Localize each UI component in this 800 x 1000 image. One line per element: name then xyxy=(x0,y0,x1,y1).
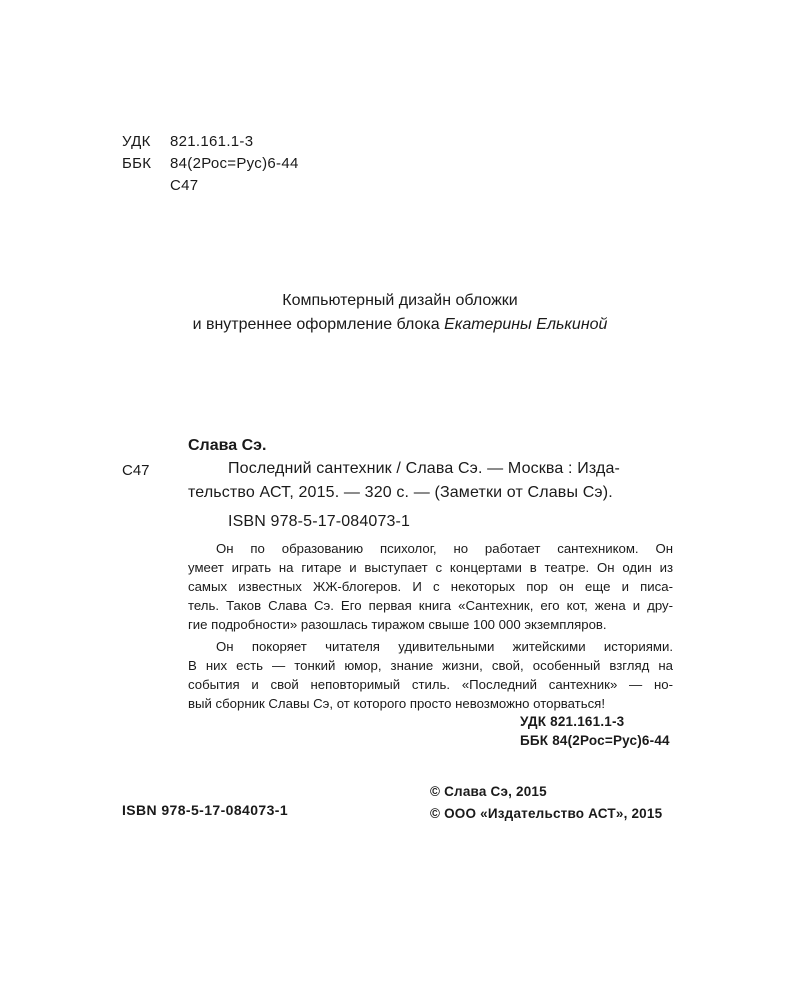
record-isbn: ISBN 978-5-17-084073-1 xyxy=(228,513,411,530)
copyright-publisher: © ООО «Издательство АСТ», 2015 xyxy=(430,806,663,821)
annotation-line: тель. Таков Слава Сэ. Его первая книга «Сантехник, его кот, жена и дру- xyxy=(188,598,673,613)
udk-value: 821.161.1-3 xyxy=(170,133,254,150)
record-code: С47 xyxy=(122,462,150,479)
annotation-line: В них есть — тонкий юмор, знание жизни, свой, особенный взгляд на xyxy=(188,658,673,673)
annotation-line: умеет играть на гитаре и выступает с концертами в театре. Он один из xyxy=(188,560,673,575)
copyright-block xyxy=(430,781,662,825)
annotation-line: Он покоряет читателя удивительными житейскими историями. xyxy=(216,639,673,654)
author-sign-line xyxy=(122,175,299,197)
bbk-label: ББК xyxy=(122,155,152,172)
annotation-line: события и свой неповторимый стиль. «Последний сантехник» — но- xyxy=(188,677,673,692)
annotation-line: самых известных ЖЖ-блогеров. И с некоторых пор он еще и писа- xyxy=(188,579,673,594)
design-credits xyxy=(0,289,800,337)
bbk-value: 84(2Рос=Рус)6-44 xyxy=(170,155,299,172)
credits-line-2: и внутреннее оформление блока Екатерины Елькиной xyxy=(192,316,608,333)
annotation-bbk: ББК 84(2Рос=Рус)6-44 xyxy=(520,733,670,748)
annotation-line: гие подробности» разошлась тиражом свыше 100 000 экземпляров. xyxy=(188,617,607,632)
udk-line xyxy=(122,131,299,153)
annotation-line: вый сборник Славы Сэ, от которого просто невозможно оторваться! xyxy=(188,696,605,711)
footer-isbn: ISBN 978-5-17-084073-1 xyxy=(122,802,289,818)
annotation-paragraph-2 xyxy=(188,637,673,713)
designer-name: Екатерины Елькиной xyxy=(444,316,608,333)
annotation-paragraph-1 xyxy=(188,539,673,634)
record-line-1: Последний сантехник / Слава Сэ. — Москва : Изда- xyxy=(228,460,621,477)
bbk-line xyxy=(122,153,299,175)
copyright-author: © Слава Сэ, 2015 xyxy=(430,784,547,799)
credits-line-1: Компьютерный дизайн обложки xyxy=(282,292,518,309)
classification-block xyxy=(122,131,299,197)
udk-label: УДК xyxy=(122,133,151,150)
record-author: Слава Сэ. xyxy=(188,437,267,454)
annotation-line: Он по образованию психолог, но работает сантехником. Он xyxy=(216,541,673,556)
author-sign: С47 xyxy=(170,177,199,194)
record-line-2: тельство АСТ, 2015. — 320 с. — (Заметки от Славы Сэ). xyxy=(188,484,613,501)
annotation-udk: УДК 821.161.1-3 xyxy=(520,714,625,729)
